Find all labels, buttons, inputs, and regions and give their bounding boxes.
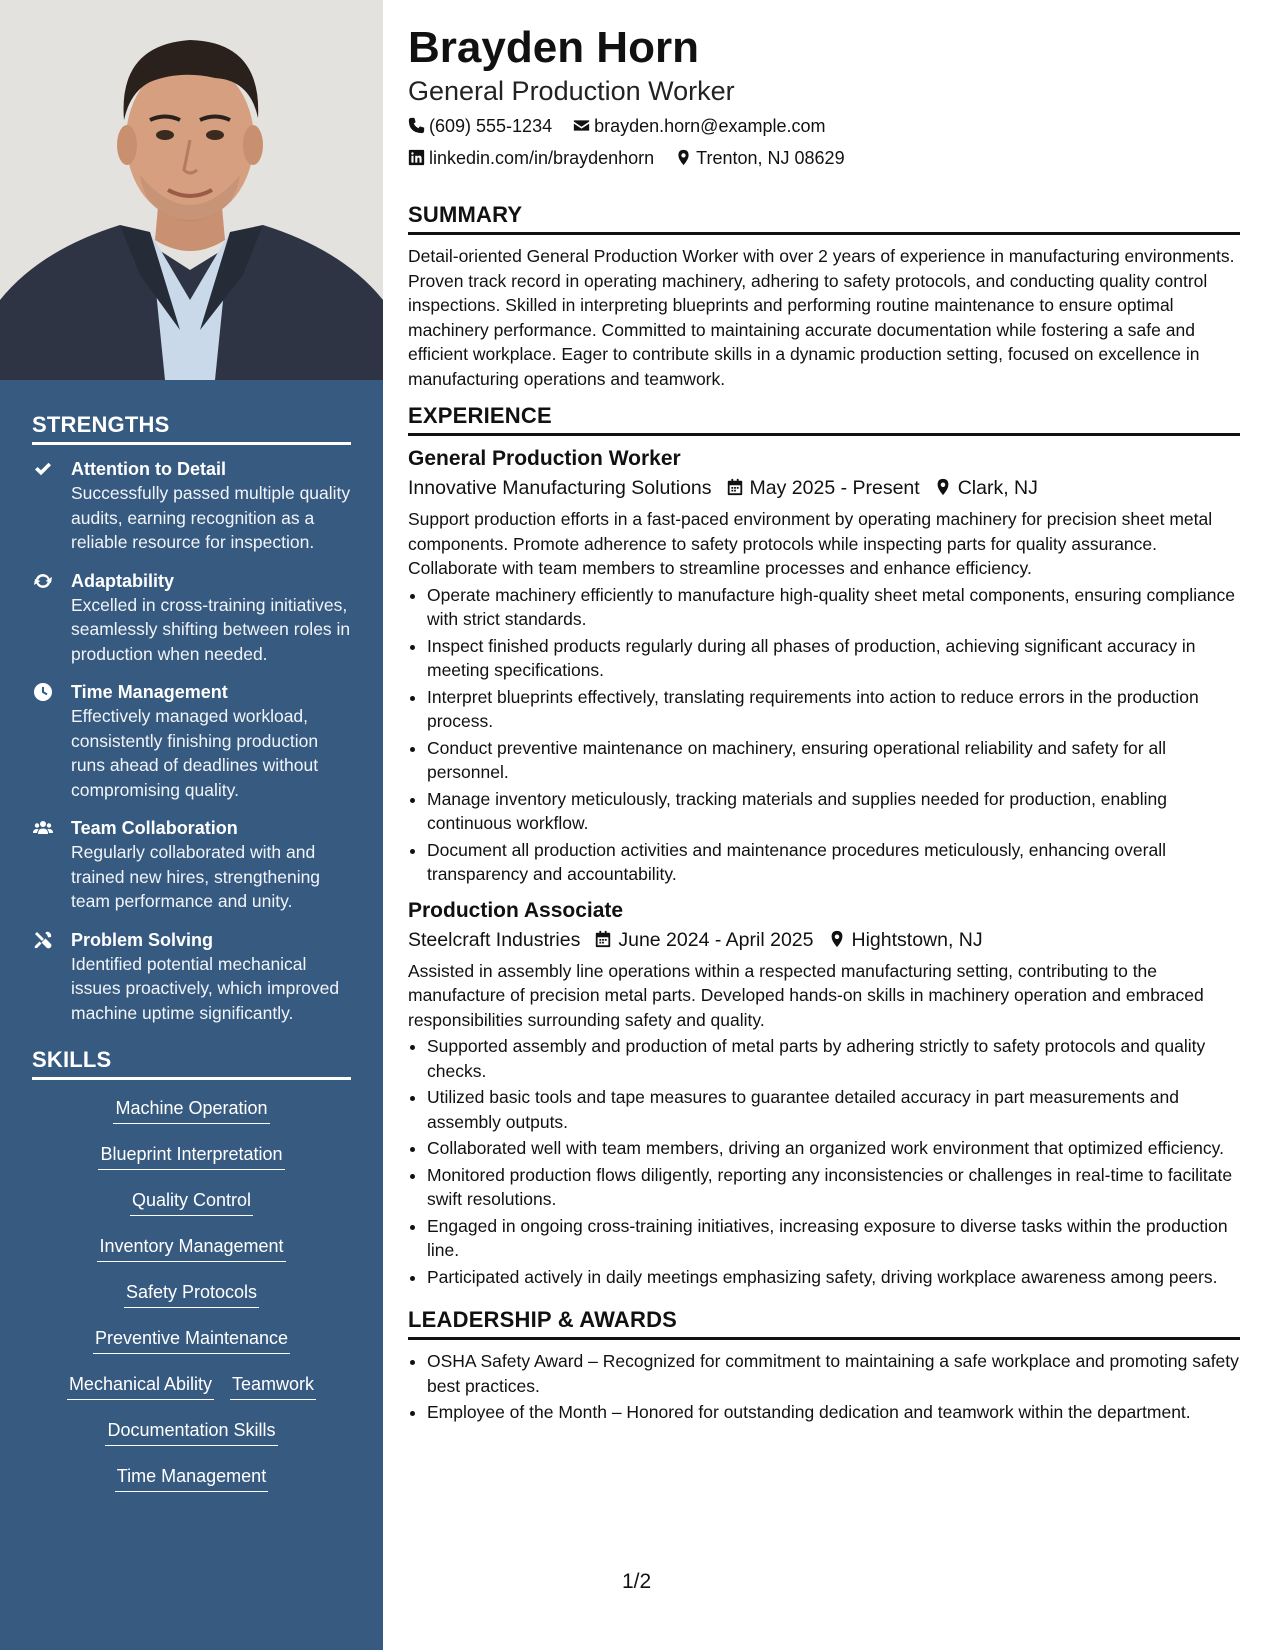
skill-tag: Quality Control — [130, 1188, 253, 1216]
bullet-item: • Supported assembly and production of metal parts by adhering strictly to safety protocols and quality checks. — [427, 1034, 1240, 1083]
bullet-item: • Inspect finished products regularly during all phases of production, achieving significant accuracy in meeting specifications. — [427, 634, 1240, 683]
job-entry — [408, 897, 1240, 1290]
award-item: • Employee of the Month – Honored for outstanding dedication and teamwork within the department. — [427, 1400, 1240, 1425]
strength-desc: Regularly collaborated with and trained new hires, strengthening team performance and unity. — [71, 842, 321, 911]
linkedin-contact[interactable] — [408, 142, 654, 174]
strength-item — [32, 680, 351, 802]
contact-info — [408, 110, 1240, 174]
job-meta — [408, 925, 1240, 955]
linkedin-icon — [408, 149, 425, 166]
strength-desc: Identified potential mechanical issues proactively, which improved machine uptime significantly. — [71, 953, 340, 1023]
company-name: Innovative Manufacturing Solutions — [408, 477, 712, 499]
job-description: Support production efforts in a fast-paced environment by operating machinery for precision sheet metal components. Promote adherence to safety protocols while inspecting parts for quality assurance. Collaborate with team members to streamline processes and enhance efficiency. — [408, 509, 1213, 578]
strengths-heading: STRENGTHS — [32, 412, 351, 445]
page-number: 1/2 — [622, 1570, 652, 1593]
map-pin-icon — [675, 149, 692, 166]
skill-tag: Documentation Skills — [105, 1418, 277, 1446]
job-title-header: General Production Worker — [408, 76, 735, 106]
bullet-item: • Monitored production flows diligently, reporting any inconsistencies or challenges in real-time to facilitate swift resolutions. — [427, 1163, 1240, 1212]
job-location: Hightstown, NJ — [851, 928, 983, 951]
strength-title: Problem Solving — [71, 929, 214, 950]
sidebar — [0, 0, 383, 1650]
awards-list — [408, 1349, 1240, 1425]
strength-item — [32, 457, 351, 555]
bullet-item: • Collaborated well with team members, driving an organized work environment that optimized efficiency. — [427, 1136, 1240, 1161]
check-icon — [33, 459, 55, 479]
job-dates: June 2024 - April 2025 — [618, 928, 814, 951]
location-text: Trenton, NJ 08629 — [696, 148, 845, 168]
bullet-item: • Utilized basic tools and tape measures to guarantee detailed accuracy in part measurements and assembly outputs. — [427, 1085, 1240, 1134]
summary-text: Detail-oriented General Production Worker with over 2 years of experience in manufacturing environments. Proven track record in operating machinery, adhering to safety protocols, and conducting quality control inspections. Skilled in interpreting blueprints and performing routine maintenance to ensure optimal machinery performance. Committed to maintaining accurate documentation while fostering a safe and efficient workplace. Eager to contribute skills in a dynamic production setting, focused on excellence in manufacturing operations and teamwork. — [408, 246, 1235, 389]
phone-contact[interactable] — [408, 110, 552, 142]
email-text: brayden.horn@example.com — [594, 116, 826, 136]
strength-item — [32, 816, 351, 914]
bullet-item: • Interpret blueprints effectively, translating requirements into action to reduce errors in the production process. — [427, 685, 1240, 734]
job-description: Assisted in assembly line operations within a respected manufacturing setting, contributing to the manufacture of precision metal parts. Developed hands-on skills in machinery operation and embraced responsibilities surrounding safety and quality. — [408, 960, 1204, 1030]
strength-title: Attention to Detail — [71, 459, 226, 479]
tools-icon — [33, 930, 55, 950]
award-item: • OSHA Safety Award – Recognized for commitment to maintaining a safe workplace and promoting safety best practices. — [427, 1349, 1240, 1398]
bullet-item: • Participated actively in daily meetings emphasizing safety, driving workplace awareness among peers. — [427, 1265, 1240, 1290]
bullet-item: • Operate machinery efficiently to manufacture high-quality sheet metal components, ensuring compliance with strict standards. — [427, 583, 1240, 632]
phone-text: (609) 555-1234 — [429, 116, 553, 136]
candidate-name: Brayden Horn — [408, 23, 699, 72]
job-title: General Production Worker — [408, 447, 681, 470]
email-icon — [573, 117, 590, 134]
skill-tag: Blueprint Interpretation — [98, 1142, 284, 1170]
strength-item — [32, 928, 351, 1026]
job-entry — [408, 445, 1240, 887]
phone-icon — [408, 117, 425, 134]
skills-list — [32, 1092, 351, 1492]
strength-item — [32, 569, 351, 667]
strength-title: Adaptability — [71, 570, 175, 591]
bullet-item: • Engaged in ongoing cross-training initiatives, increasing exposure to diverse tasks within the production line. — [427, 1214, 1240, 1263]
users-icon — [33, 818, 55, 838]
location-contact — [675, 142, 844, 174]
clock-icon — [33, 682, 55, 702]
email-contact[interactable] — [573, 110, 825, 142]
map-pin-icon — [828, 930, 846, 948]
calendar-icon — [726, 478, 744, 496]
bullet-item: • Conduct preventive maintenance on machinery, ensuring operational reliability and safety for all personnel. — [427, 736, 1240, 785]
experience-section — [408, 403, 1240, 1289]
skill-tag: Mechanical Ability — [67, 1372, 214, 1400]
experience-heading: EXPERIENCE — [408, 403, 1240, 436]
company-name: Steelcraft Industries — [408, 928, 581, 951]
job-dates: May 2025 - Present — [749, 477, 920, 499]
linkedin-text: linkedin.com/in/braydenhorn — [429, 148, 655, 168]
strength-title: Team Collaboration — [71, 818, 238, 838]
leadership-section — [408, 1307, 1240, 1425]
skill-tag: Time Management — [115, 1464, 268, 1492]
summary-heading: SUMMARY — [408, 202, 1240, 235]
skill-tag: Teamwork — [230, 1372, 316, 1400]
map-pin-icon — [934, 478, 952, 496]
strength-desc: Successfully passed multiple quality audits, earning recognition as a reliable resource for inspection. — [71, 483, 351, 552]
bullet-item: • Manage inventory meticulously, tracking materials and supplies needed for production, enabling continuous workflow. — [427, 787, 1240, 836]
calendar-icon — [594, 930, 612, 948]
skills-heading: SKILLS — [32, 1047, 351, 1080]
strength-desc: Excelled in cross-training initiatives, seamlessly shifting between roles in production when needed. — [71, 594, 351, 664]
refresh-icon — [33, 571, 55, 591]
strength-title: Time Management — [71, 682, 228, 702]
summary-section — [408, 202, 1240, 391]
skill-tag: Machine Operation — [113, 1096, 269, 1124]
main-content — [408, 22, 1240, 1427]
job-title: Production Associate — [408, 898, 624, 922]
job-bullets — [408, 1034, 1240, 1289]
leadership-heading: LEADERSHIP & AWARDS — [408, 1307, 1240, 1340]
job-meta — [408, 473, 1240, 503]
bullet-item: • Document all production activities and maintenance procedures meticulously, enhancing overall transparency and accountability. — [427, 838, 1240, 887]
skill-tag: Preventive Maintenance — [93, 1326, 290, 1354]
skill-tag: Inventory Management — [97, 1234, 285, 1262]
job-bullets — [408, 583, 1240, 887]
job-location: Clark, NJ — [957, 477, 1038, 499]
skill-tag: Safety Protocols — [124, 1280, 259, 1308]
strength-desc: Effectively managed workload, consistently finishing production runs ahead of deadlines without compromising quality. — [71, 706, 319, 800]
profile-photo — [0, 0, 383, 380]
sidebar-content — [32, 412, 351, 1510]
